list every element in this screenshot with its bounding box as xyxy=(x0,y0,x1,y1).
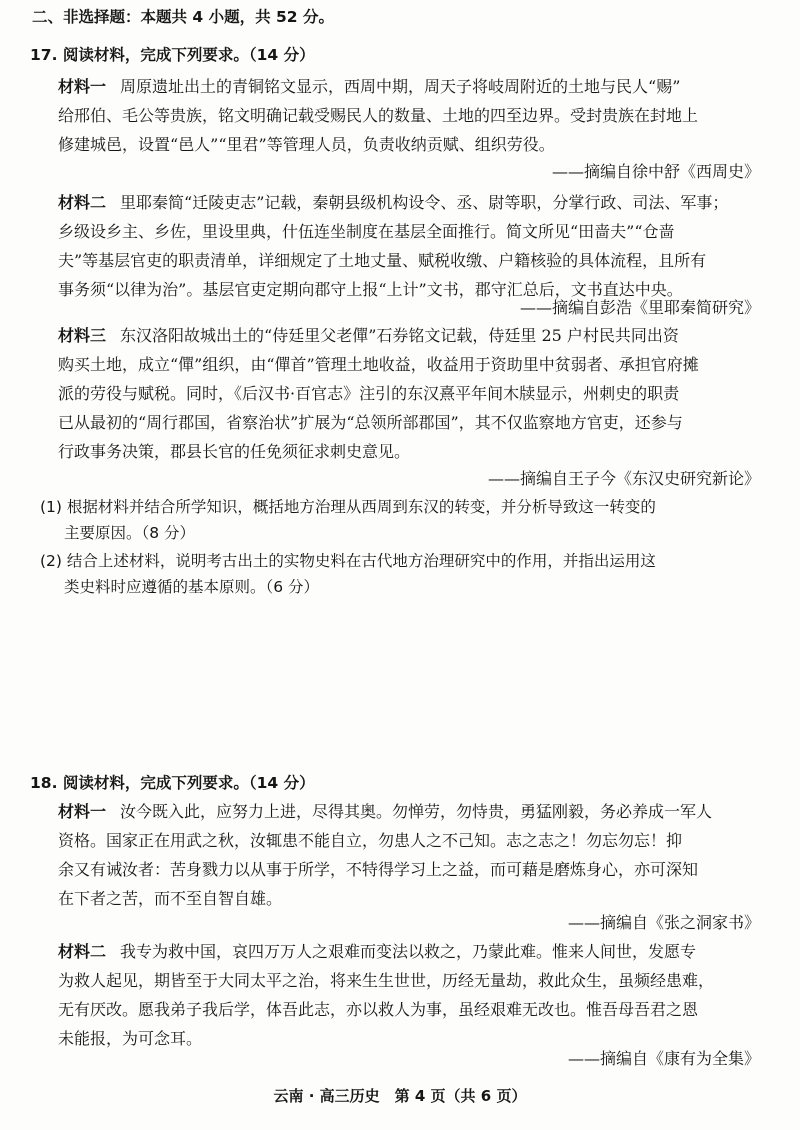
q18-title: 18. 阅读材料，完成下列要求。（14 分） xyxy=(30,774,315,792)
q18-m2-label: 材料二 xyxy=(58,942,107,961)
q17-m3-line-1: 材料三 东汉洛阳故城出土的“侍廷里父老僤”石券铭文记载，侍廷里 25 户村民共同出资 xyxy=(58,326,679,345)
q18-m2-source: ——摘编自《康有为全集》 xyxy=(567,1049,760,1068)
q17-m1-label: 材料一 xyxy=(58,77,107,96)
q18-m2-line-2: 为救人起见，期皆至于大同太平之治，将来生生世世，历经无量劫，救此众生，虽频经患难， xyxy=(58,971,715,990)
q17-m3-line-3: 派的劳役与赋税。同时，《后汉书·百官志》注引的东汉熹平年间木牍显示，州刺史的职责 xyxy=(58,384,680,403)
q17-m1-source: ——摘编自徐中舒《西周史》 xyxy=(551,162,760,181)
q17-m3-source: ——摘编自王子今《东汉史研究新论》 xyxy=(487,469,760,488)
q17-m2-line-4: 事务须“以律为治”。基层官吏定期向郡守上报“上计”文书，郡守汇总后，文书直达中央。 xyxy=(58,280,683,299)
q17-m2-label: 材料二 xyxy=(58,193,107,212)
q17-m3-label: 材料三 xyxy=(58,326,107,345)
q17-m3-line-4: 已从最初的“周行郡国，省察治状”扩展为“总领所部郡国”，其不仅监察地方官吏，还参与 xyxy=(58,413,683,432)
q17-m2-line-1: 材料二 里耶秦简“迁陵吏志”记载，秦朝县级机构设令、丞、尉等职，分掌行政、司法、军事； xyxy=(58,193,729,212)
q18-m1-source: ——摘编自《张之洞家书》 xyxy=(567,913,760,932)
q18-m1-line-1: 材料一 汝今既入此，应努力上进，尽得其奥。勿惮劳，勿恃贵，勇猛刚毅，务必养成一军人 xyxy=(58,802,713,821)
q17-question-1-cont: 主要原因。（8 分） xyxy=(64,524,196,542)
q18-m1-line-2: 资格。国家正在用武之秋，汝辄患不能自立，勿患人之不己知。志之志之！勿忘勿忘！抑 xyxy=(58,831,683,850)
section-heading: 二、非选择题：本题共 4 小题，共 52 分。 xyxy=(32,8,334,26)
q17-m1-line-1: 材料一 周原遗址出土的青铜铭文显示，西周中期，周天子将岐周附近的土地与民人“赐” xyxy=(58,77,681,96)
q18-m2-line-1: 材料二 我专为救中国，哀四万万人之艰难而变法以救之，乃蒙此难。惟来人间世，发愿专 xyxy=(58,942,697,961)
q17-m3-line-5: 行政事务决策，郡县长官的任免须征求刺史意见。 xyxy=(58,442,411,461)
q17-title: 17. 阅读材料，完成下列要求。（14 分） xyxy=(30,46,315,64)
q17-m2-line-3: 夫”等基层官吏的职责清单，详细规定了土地丈量、赋税收缴、户籍核验的具体流程，且所有 xyxy=(58,251,707,270)
q17-question-2-cont: 类史料时应遵循的基本原则。（6 分） xyxy=(64,578,320,596)
page-footer: 云南 · 高三历史 第 4 页（共 6 页） xyxy=(273,1087,527,1105)
q18-m2-line-4: 未能报，为可念耳。 xyxy=(58,1029,203,1048)
q17-m2-line-2: 乡级设乡主、乡佐，里设里典，什伍连坐制度在基层全面推行。简文所见“田啬夫”“仓啬 xyxy=(58,222,675,241)
q18-m1-label: 材料一 xyxy=(58,802,107,821)
q17-m1-line-3: 修建城邑，设置“邑人”“里君”等管理人员，负责收纳贡赋、组织劳役。 xyxy=(58,135,555,154)
q18-m2-line-3: 无有厌改。愿我弟子我后学，体吾此志，亦以救人为事，虽经艰难无改也。惟吾母吾君之恩 xyxy=(58,1000,699,1019)
q17-question-2: (2) 结合上述材料，说明考古出土的实物史料在古代地方治理研究中的作用，并指出运用这 xyxy=(40,552,656,570)
q17-m2-source: ——摘编自彭浩《里耶秦简研究》 xyxy=(519,298,760,317)
q17-m1-line-2: 给邢伯、毛公等贵族，铭文明确记载受赐民人的数量、土地的四至边界。受封贵族在封地上 xyxy=(58,106,699,125)
q17-question-1: (1) 根据材料并结合所学知识，概括地方治理从西周到东汉的转变，并分析导致这一转变的 xyxy=(40,498,656,516)
q18-m1-line-3: 余又有诫汝者：苦身戮力以从事于所学，不特得学习上之益，而可藉是磨炼身心，亦可深知 xyxy=(58,860,699,879)
q18-m1-line-4: 在下者之苦，而不至自智自雄。 xyxy=(58,889,283,908)
q17-m3-line-2: 购买土地，成立“僤”组织，由“僤首”管理土地收益，收益用于资助里中贫弱者、承担官府摊 xyxy=(58,355,699,374)
